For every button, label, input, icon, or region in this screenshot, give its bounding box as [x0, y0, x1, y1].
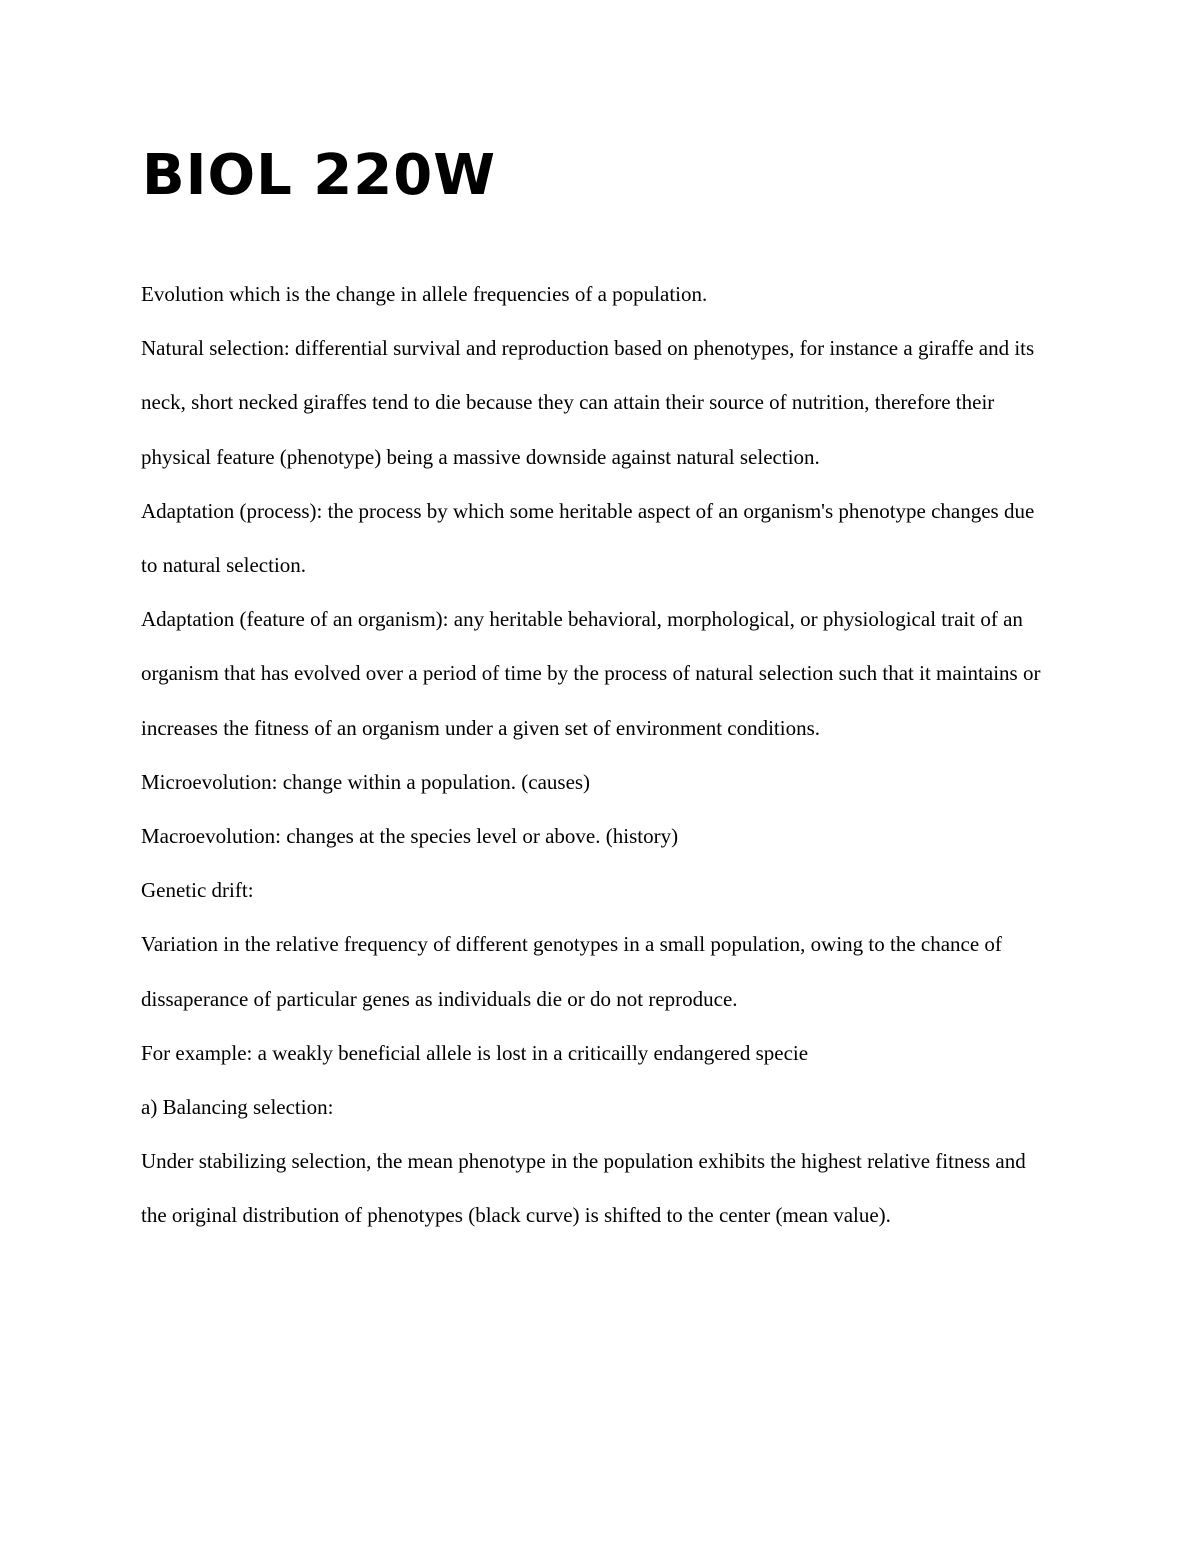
document-body [141, 267, 1051, 1243]
paragraph-evolution: Evolution which is the change in allele frequencies of a population. [141, 282, 708, 306]
paragraph-stabilizing-selection: Under stabilizing selection, the mean phenotype in the population exhibits the highest relative fitness and the original distribution of phenotypes (black curve) is shifted to the center (mean value). [141, 1149, 1026, 1228]
paragraph-macroevolution: Macroevolution: changes at the species level or above. (history) [141, 824, 679, 849]
paragraph-balancing-selection-heading: a) Balancing selection: [141, 1095, 334, 1120]
paragraph-example: For example: a weakly beneficial allele is lost in a criticailly endangered specie [141, 1040, 809, 1065]
document-title: BIOL 220W [142, 143, 496, 208]
paragraph-adaptation-feature: Adaptation (feature of an organism): any heritable behavioral, morphological, or physiological trait of an organism that has evolved over a period of time by the process of natural selection such that it maintains or increases the fitness of an organism under a given set of environment conditions. [141, 607, 1041, 740]
paragraph-adaptation-process: Adaptation (process): the process by which some heritable aspect of an organism's phenotype changes due to natural selection. [141, 498, 1035, 578]
paragraph-genetic-drift-definition: Variation in the relative frequency of different genotypes in a small population, owing to the chance of dissaperance of particular genes as individuals die or do not reproduce. [141, 932, 1002, 1011]
paragraph-natural-selection: Natural selection: differential survival and reproduction based on phenotypes, for instance a giraffe and its neck, short necked giraffes tend to die because they can attain their source of nutrition, therefore their physical feature (phenotype) being a massive downside against natural selection. [141, 336, 1035, 469]
paragraph-microevolution: Microevolution: change within a population. (causes) [141, 769, 591, 794]
paragraph-genetic-drift-heading: Genetic drift: [141, 878, 254, 903]
